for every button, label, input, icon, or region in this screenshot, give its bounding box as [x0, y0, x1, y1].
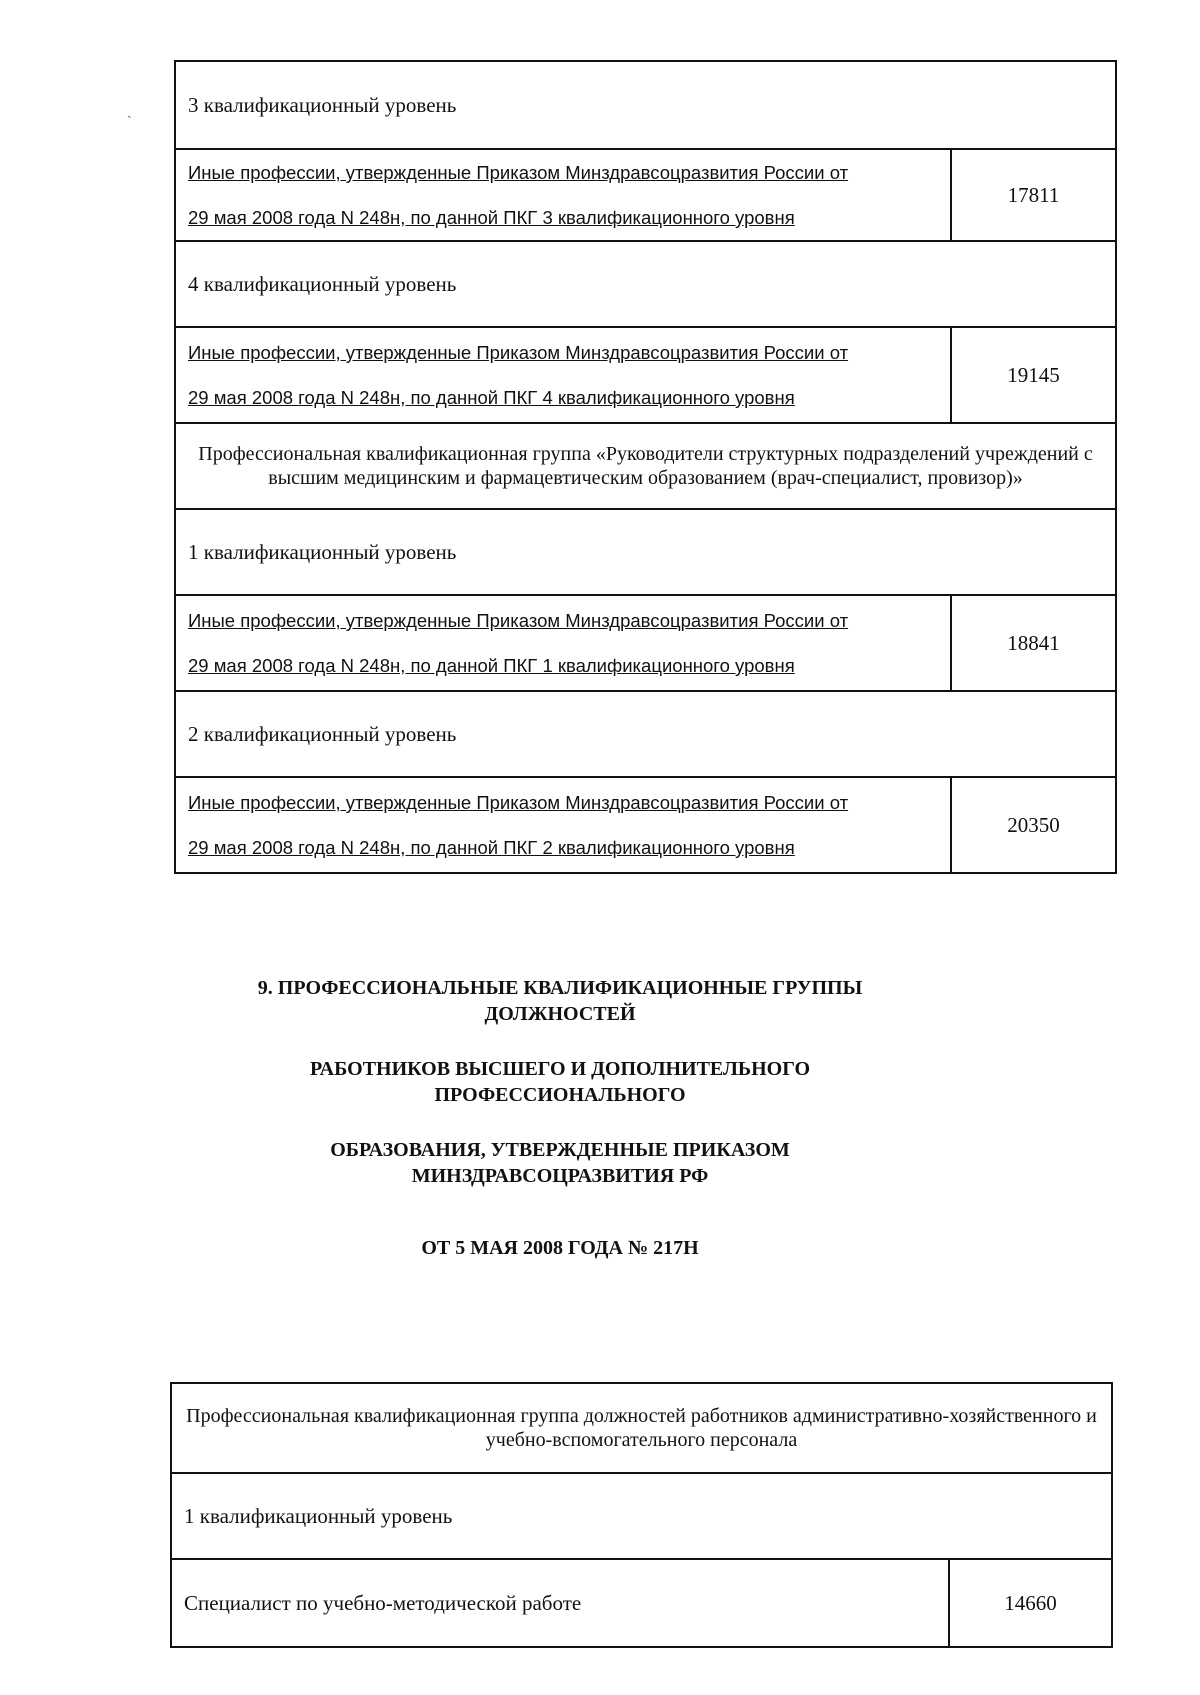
salary-value: 17811	[951, 149, 1116, 241]
table-row	[175, 149, 1116, 241]
heading-line: ОБРАЗОВАНИЯ, УТВЕРЖДЕННЫЕ ПРИКАЗОМ	[330, 1139, 790, 1161]
table-row	[175, 423, 1116, 509]
table-row	[171, 1383, 1112, 1473]
section-heading	[200, 1235, 920, 1261]
profession-cell	[175, 777, 951, 873]
heading-line: ДОЛЖНОСТЕЙ	[484, 1003, 636, 1025]
salary-value: 20350	[951, 777, 1116, 873]
table-row	[175, 61, 1116, 149]
profession-cell	[175, 327, 951, 423]
salary-value: 18841	[951, 595, 1116, 691]
table-row	[171, 1473, 1112, 1559]
level-label: 1 квалификационный уровень	[171, 1473, 1112, 1559]
heading-line: ОТ 5 МАЯ 2008 ГОДА № 217Н	[421, 1237, 699, 1259]
heading-line: РАБОТНИКОВ ВЫСШЕГО И ДОПОЛНИТЕЛЬНОГО	[309, 1058, 811, 1080]
profession-line: 29 мая 2008 года N 248н, по данной ПКГ 4 квалификационного уровня	[188, 387, 795, 408]
scan-mark: ˏ	[127, 104, 132, 119]
section-heading	[200, 1137, 920, 1189]
profession-cell	[175, 149, 951, 241]
table-row	[175, 595, 1116, 691]
heading-line: МИНЗДРАВСОЦРАЗВИТИЯ РФ	[411, 1165, 709, 1187]
profession-line: 29 мая 2008 года N 248н, по данной ПКГ 3 квалификационного уровня	[188, 207, 795, 228]
profession-line: Иные профессии, утвержденные Приказом Минздравсоцразвития России от	[188, 342, 849, 363]
level-label: 1 квалификационный уровень	[175, 509, 1116, 595]
profession-line: 29 мая 2008 года N 248н, по данной ПКГ 2 квалификационного уровня	[188, 837, 795, 858]
profession-line: Иные профессии, утвержденные Приказом Минздравсоцразвития России от	[188, 610, 849, 631]
table-row	[171, 1559, 1112, 1647]
section-heading	[200, 975, 920, 1027]
salary-value: 19145	[951, 327, 1116, 423]
profession-line: Иные профессии, утвержденные Приказом Минздравсоцразвития России от	[188, 792, 849, 813]
profession-cell	[175, 595, 951, 691]
profession-line: 29 мая 2008 года N 248н, по данной ПКГ 1 квалификационного уровня	[188, 655, 795, 676]
salary-table-medical	[174, 60, 1117, 874]
table-row	[175, 691, 1116, 777]
salary-table-education	[170, 1382, 1113, 1648]
level-label: 4 квалификационный уровень	[175, 241, 1116, 327]
section-heading	[200, 1056, 920, 1108]
group-heading: Профессиональная квалификационная группа «Руководители структурных подразделений учреждений с высшим медицинским и фармацевтическим образованием (врач-специалист, провизор)»	[175, 423, 1116, 509]
level-label: 2 квалификационный уровень	[175, 691, 1116, 777]
table-row	[175, 777, 1116, 873]
table-row	[175, 327, 1116, 423]
position-cell: Специалист по учебно-методической работе	[171, 1559, 949, 1647]
salary-value: 14660	[949, 1559, 1112, 1647]
table-row	[175, 509, 1116, 595]
profession-line: Иные профессии, утвержденные Приказом Минздравсоцразвития России от	[188, 162, 849, 183]
level-label: 3 квалификационный уровень	[175, 61, 1116, 149]
table-row	[175, 241, 1116, 327]
group-heading: Профессиональная квалификационная группа должностей работников административно-хозяйственного и учебно-вспомогательного персонала	[171, 1383, 1112, 1473]
heading-line: 9. ПРОФЕССИОНАЛЬНЫЕ КВАЛИФИКАЦИОННЫЕ ГРУППЫ	[257, 977, 863, 999]
heading-line: ПРОФЕССИОНАЛЬНОГО	[434, 1084, 686, 1106]
